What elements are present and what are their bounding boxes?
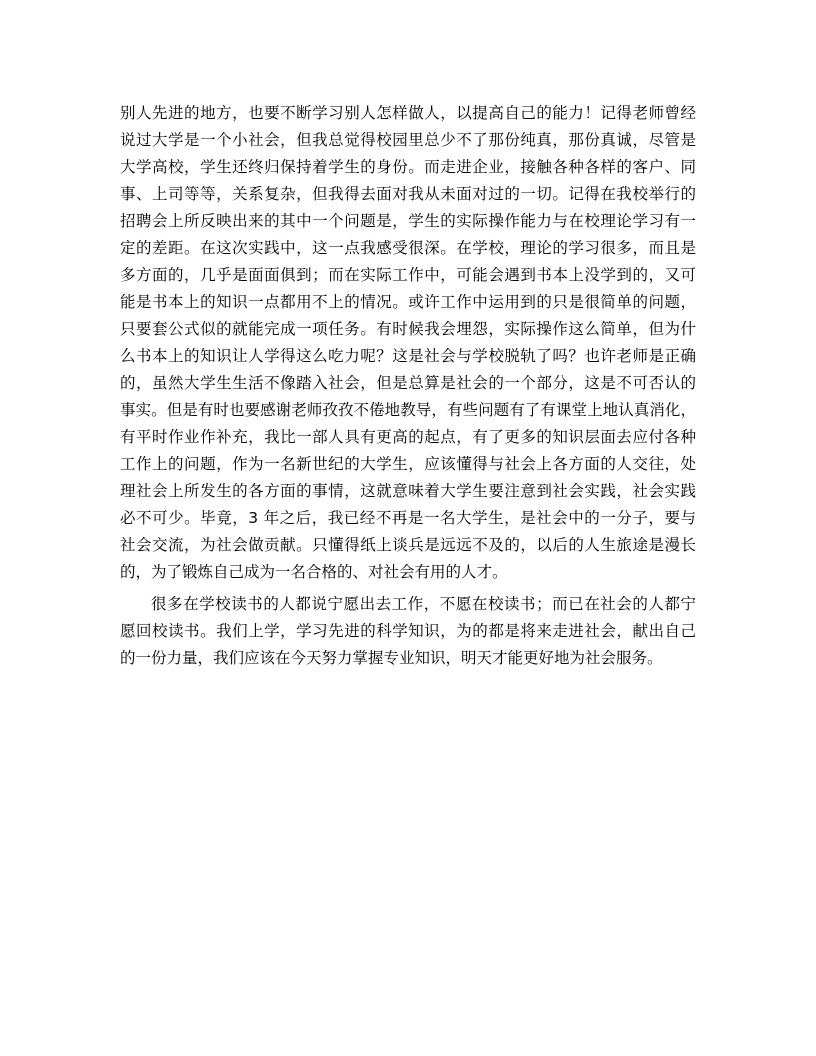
text-line: 大学高校，学生还终归保持着学生的身份。而走进企业，接触各种各样的客户、同 — [120, 158, 696, 176]
text-line: 只要套公式似的就能完成一项任务。有时候我会埋怨，实际操作这么简单，但为什 — [120, 320, 696, 338]
text-line: 能是书本上的知识一点都用不上的情况。或许工作中运用到的只是很简单的问题， — [120, 293, 696, 311]
text-line: 事、上司等等，关系复杂，但我得去面对我从未面对过的一切。记得在我校举行的 — [120, 185, 696, 203]
text-line: 愿回校读书。我们上学，学习先进的科学知识，为的都是将来走进社会，献出自己 — [120, 622, 696, 640]
text-line: 理社会上所发生的各方面的事情，这就意味着大学生要注意到社会实践，社会实践 — [120, 482, 696, 500]
text-line: 很多在学校读书的人都说宁愿出去工作，不愿在校读书；而已在社会的人都宁 — [151, 595, 696, 613]
text-line: 定的差距。在这次实践中，这一点我感受很深。在学校，理论的学习很多，而且是 — [120, 239, 696, 257]
text-line: 的，为了锻炼自己成为一名合格的、对社会有用的人才。 — [120, 563, 508, 581]
text-line: 工作上的问题，作为一名新世纪的大学生，应该懂得与社会上各方面的人交往，处 — [120, 455, 696, 473]
text-line: 社会交流，为社会做贡献。只懂得纸上谈兵是远远不及的，以后的人生旅途是漫长 — [120, 536, 696, 554]
text-line: 的，虽然大学生生活不像踏入社会，但是总算是社会的一个部分，这是不可否认的 — [120, 374, 696, 392]
text-line: 么书本上的知识让人学得这么吃力呢？这是社会与学校脱轨了吗？也许老师是正确 — [120, 347, 696, 365]
paragraph-1 — [120, 100, 696, 586]
text-line: 招聘会上所反映出来的其中一个问题是，学生的实际操作能力与在校理论学习有一 — [120, 212, 696, 230]
text-line: 有平时作业作补充，我比一部人具有更高的起点，有了更多的知识层面去应付各种 — [120, 428, 696, 446]
text-line: 说过大学是一个小社会，但我总觉得校园里总少不了那份纯真，那份真诚，尽管是 — [120, 131, 696, 149]
text-line: 的一份力量，我们应该在今天努力掌握专业知识，明天才能更好地为社会服务。 — [120, 649, 663, 667]
text-line: 事实。但是有时也要感谢老师孜孜不倦地教导，有些问题有了有课堂上地认真消化， — [120, 401, 696, 419]
text-line: 多方面的，几乎是面面俱到；而在实际工作中，可能会遇到书本上没学到的，又可 — [120, 266, 696, 284]
paragraph-2 — [120, 591, 696, 672]
document-body — [120, 100, 696, 672]
text-line: 必不可少。毕竟，3 年之后，我已经不再是一名大学生，是社会中的一分子，要与 — [120, 509, 696, 527]
text-line: 别人先进的地方，也要不断学习别人怎样做人，以提高自己的能力！记得老师曾经 — [120, 104, 696, 122]
